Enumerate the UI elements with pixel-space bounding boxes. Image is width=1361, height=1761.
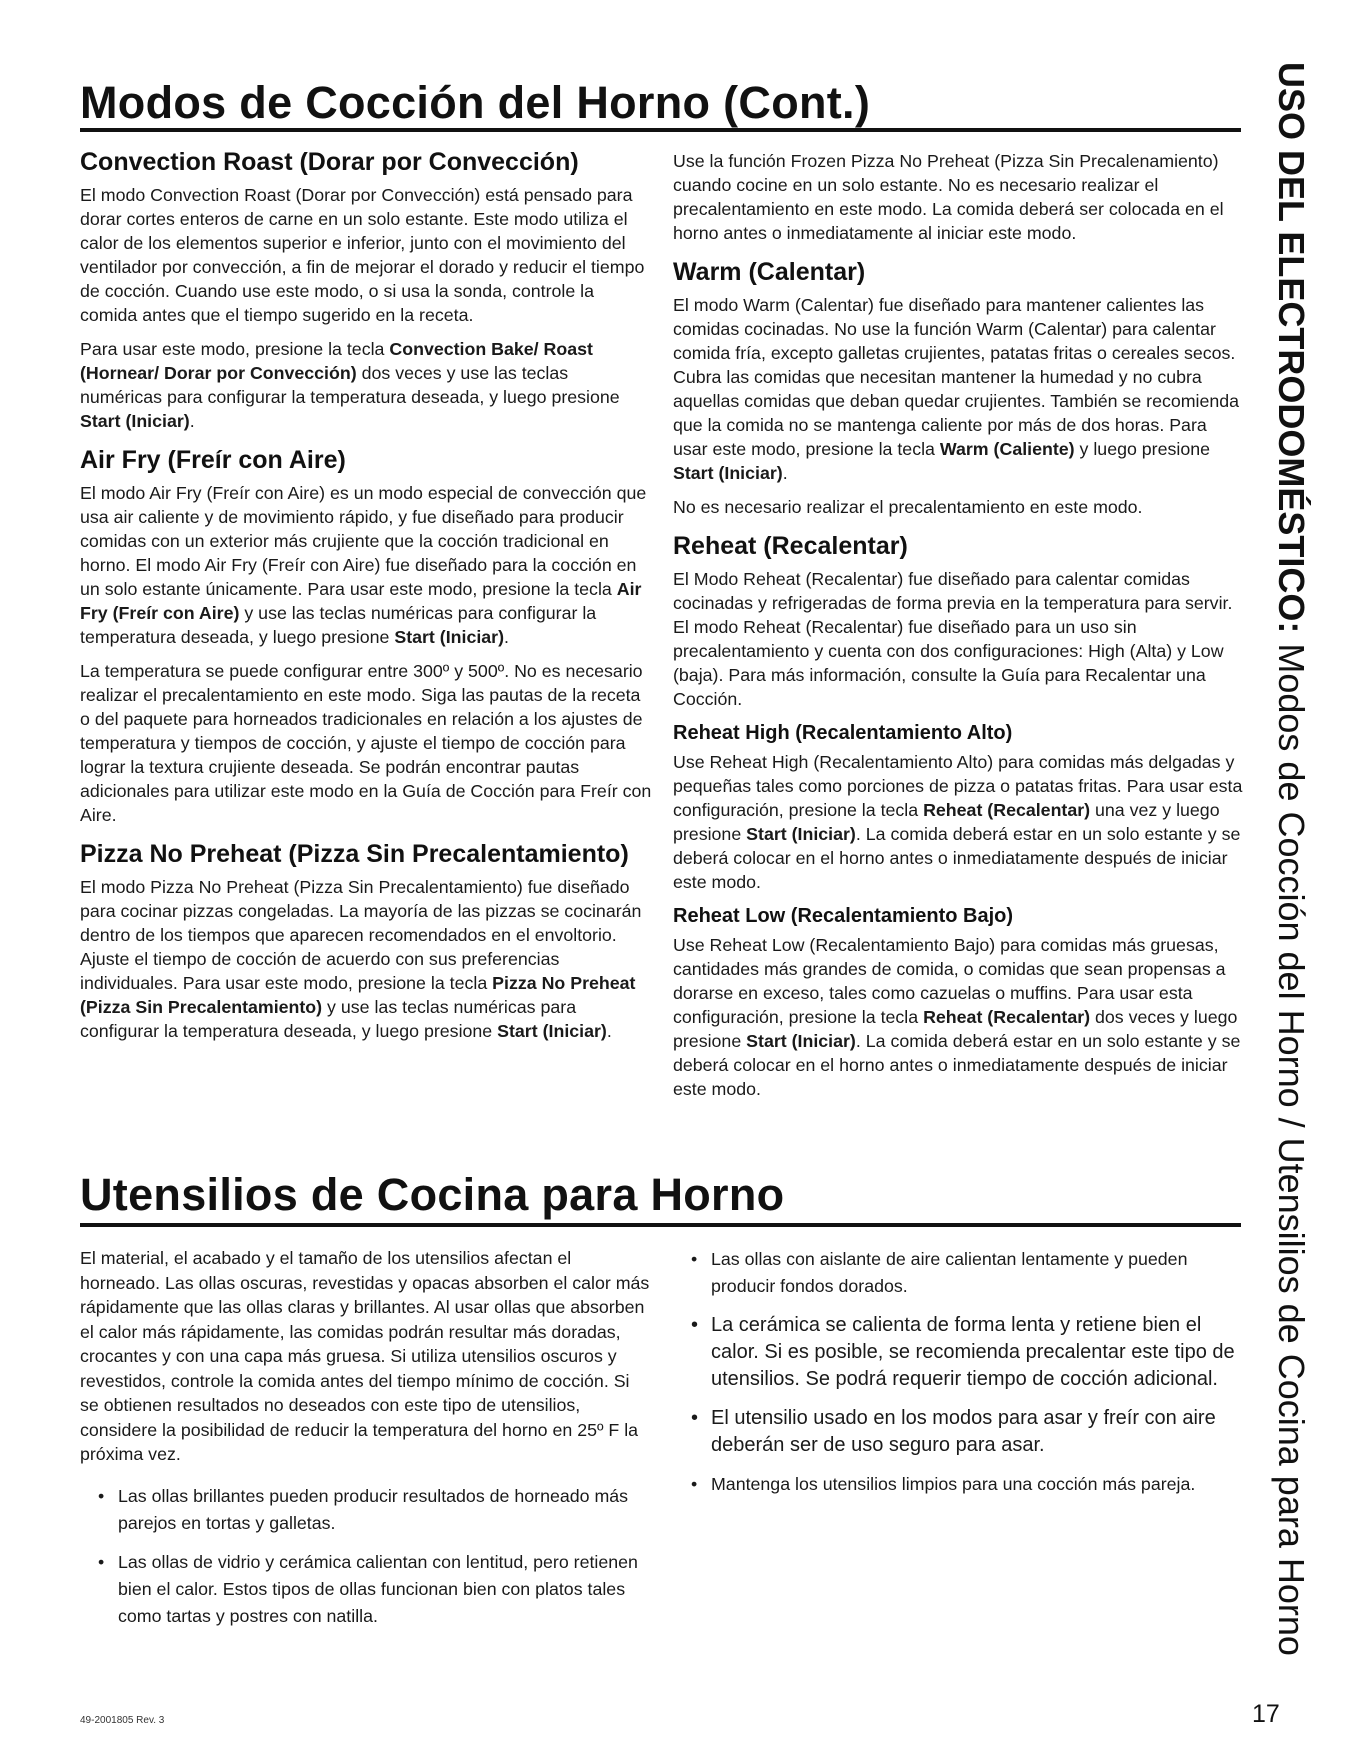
key-warm: Warm (Caliente) [939,439,1075,459]
bullet-icon: • [691,1407,699,1429]
page-number: 17 [1252,1700,1280,1728]
key-start: Start (Iniciar) [746,1031,856,1051]
reheat-low-paragraph: Use Reheat Low (Recalentamiento Bajo) para comidas más gruesas, cantidades más grandes de comida, o comidas que sean propensas a dorarse en exceso, tales como cazuelas o muffins. Para usar esta configuración, presione la tecla Reheat (Recalentar) dos veces y luego presione Start (Iniciar). La comida deberá estar en un solo estante y se deberá colocar en el horno antes o inmediatamente después de iniciar este modo. [673,935,1241,1099]
sidebar-label [1267,62,1315,1662]
heading-reheat-low: Reheat Low (Recalentamiento Bajo) [673,905,1014,927]
list-item: • Las ollas de vidrio y cerámica calientan con lentitud, pero retienen bien el calor. Estos tipos de ollas funcionan bien con platos tales como tartas y postres con natilla. [80,1549,652,1630]
key-convection-bake-roast: Convection Bake/ Roast (Hornear/ Dorar por Convección) [80,339,593,383]
pizza-paragraph-2: Use la función Frozen Pizza No Preheat (Pizza Sin Precalenamiento) cuando cocine en un solo estante. No es necesario realizar el precalentamiento en este modo. La comida deberá ser colocada en el horno antes o inmediatamente al iniciar este modo. [673,151,1224,243]
section-title-cooking-modes: Modos de Cocción del Horno (Cont.) [80,77,871,128]
cookware-intro-paragraph: El material, el acabado y el tamaño de los utensilios afectan el horneado. Las ollas oscuras, revestidas y opacas absorben el calor más rápidamente que las ollas claras y brillantes. Al usar ollas que absorben el calor más rápidamente, las comidas podrán resultar más doradas, crocantes y con una capa más gruesa. Si utiliza utensilios oscuros y revestidos, controle la comida antes del tiempo mínimo de cocción. Si se obtienen resultados no deseados con este tipo de utensilios, considere la posibilidad de reducir la temperatura del horno en 25º F la próxima vez. [80,1248,650,1464]
list-item: • Las ollas brillantes pueden producir resultados de horneado más parejos en tortas y galletas. [80,1483,652,1537]
heading-reheat-high: Reheat High (Recalentamiento Alto) [673,722,1013,744]
key-reheat: Reheat (Recalentar) [923,1007,1091,1027]
document-code: 49-2001805 Rev. 3 [80,1715,165,1726]
cookware-left-column [80,1246,652,1642]
section-title-cookware: Utensilios de Cocina para Horno [80,1169,785,1220]
vertical-section-tab [1267,62,1315,1662]
list-item: • La cerámica se calienta de forma lenta y retiene bien el calor. Si es posible, se recomienda precalentar este tipo de utensilios. Se podrá requerir tiempo de cocción adicional. [691,1314,1235,1390]
bullet-icon: • [691,1474,698,1494]
key-air-fry: Air Fry (Freír con Aire) [80,579,642,623]
convection-roast-paragraph-2: Para usar este modo, presione la tecla Convection Bake/ Roast (Hornear/ Dorar por Convección) dos veces y use las teclas numéricas para configurar la temperatura deseada, y luego presione Start (Iniciar). [80,339,620,431]
cookware-right-column [673,1246,1243,1510]
heading-convection-roast: Convection Roast (Dorar por Convección) [80,148,579,176]
heading-reheat: Reheat (Recalentar) [673,532,908,560]
air-fry-paragraph-2: La temperatura se puede configurar entre 300º y 500º. No es necesario realizar el precalentamiento en este modo. Siga las pautas de la receta o del paquete para horneados tradicionales en relación a los ajustes de temperatura y tiempos de cocción, y ajuste el tiempo de cocción para lograr la textura crujiente deseada. Se podrán encontrar pautas adicionales para utilizar este modo en la Guía de Cocción para Freír con Aire. [80,661,652,825]
key-start: Start (Iniciar) [497,1021,607,1041]
key-start: Start (Iniciar) [80,411,190,431]
left-column [80,147,652,1053]
key-reheat: Reheat (Recalentar) [923,800,1091,820]
key-start: Start (Iniciar) [673,463,783,483]
warm-paragraph-2: No es necesario realizar el precalentamiento en este modo. [673,497,1143,517]
list-item: • Mantenga los utensilios limpios para una cocción más pareja. [673,1471,1243,1498]
air-fry-paragraph-1: El modo Air Fry (Freír con Aire) es un modo especial de convección que usa air caliente y de movimiento rápido, y fue diseñado para producir comidas con un exterior más crujiente que la cocción tradicional en horno. El modo Air Fry (Freír con Aire) fue diseñado para la cocción en un solo estante únicamente. Para usar este modo, presione la tecla Air Fry (Freír con Aire) y use las teclas numéricas para configurar la temperatura deseada, y luego presione Start (Iniciar). [80,483,647,647]
bullet-icon: • [691,1249,698,1269]
list-item: • El utensilio usado en los modos para asar y freír con aire deberán ser de uso seguro para asar. [691,1407,1216,1456]
convection-roast-paragraph-1: El modo Convection Roast (Dorar por Convección) está pensado para dorar cortes enteros de carne en un solo estante. Este modo utiliza el calor de los elementos superior e inferior, junto con el movimiento del ventilador por convección, a fin de mejorar el dorado y reducir el tiempo de cocción. Cuando use este modo, o si usa la sonda, controle la comida antes que el tiempo sugerido en la receta. [80,185,645,325]
title-rule [80,128,1241,132]
bullet-icon: • [691,1314,699,1336]
sidebar-label-regular: Modos de Cocción del Horno / Utensilios de Cocina para Horno [1271,633,1312,1656]
cookware-bullets-left [80,1483,652,1630]
bullet-icon: • [98,1551,105,1572]
sidebar-label-bold: USO DEL ELECTRODOMÉSTICO: [1271,62,1312,634]
right-column [673,149,1243,1111]
reheat-paragraph-1: El Modo Reheat (Recalentar) fue diseñado para calentar comidas cocinadas y refrigeradas de forma previa en la temperatura para servir. El modo Reheat (Recalentar) fue diseñado para un uso sin precalentamiento y cuenta con dos configuraciones: High (Alta) y Low (baja). Para más información, consulte la Guía para Recalentar una Cocción. [673,569,1233,709]
heading-pizza-no-preheat: Pizza No Preheat (Pizza Sin Precalentamiento) [80,840,629,868]
list-item: • Las ollas con aislante de aire calientan lentamente y pueden producir fondos dorados. [673,1246,1243,1300]
key-pizza-no-preheat: Pizza No Preheat (Pizza Sin Precalentamiento) [80,973,636,1017]
key-start: Start (Iniciar) [746,824,856,844]
reheat-high-paragraph: Use Reheat High (Recalentamiento Alto) para comidas más delgadas y pequeñas tales como porciones de pizza o patatas fritas. Para usar esta configuración, presione la tecla Reheat (Recalentar) una vez y luego presione Start (Iniciar). La comida deberá estar en un solo estante y se deberá colocar en el horno antes o inmediatamente después de iniciar este modo. [673,752,1243,892]
pizza-paragraph-1: El modo Pizza No Preheat (Pizza Sin Precalentamiento) fue diseñado para cocinar pizzas congeladas. La mayoría de las pizzas se cocinarán dentro de los tiempos que aparecen recomendados en el envoltorio. Ajuste el tiempo de cocción de acuerdo con sus preferencias individuales. Para usar este modo, presione la tecla Pizza No Preheat (Pizza Sin Precalentamiento) y use las teclas numéricas para configurar la temperatura deseada, y luego presione Start (Iniciar). [80,877,642,1041]
cookware-bullets-right [673,1246,1243,1498]
title-rule [80,1223,1241,1227]
heading-air-fry: Air Fry (Freír con Aire) [80,446,346,474]
bullet-icon: • [98,1485,105,1506]
heading-warm: Warm (Calentar) [673,258,866,286]
key-start: Start (Iniciar) [394,627,505,647]
warm-paragraph-1: El modo Warm (Calentar) fue diseñado para mantener calientes las comidas cocinadas. No use la función Warm (Calentar) para calentar comida fría, excepto galletas crujientes, patatas fritas o cereales secos. Cubra las comidas que necesitan mantener la humedad y no cubra aquellas comidas que deban quedar crujientes. También se recomienda que la comida no se mantenga caliente por más de dos horas. Para usar este modo, presione la tecla Warm (Caliente) y luego presione Start (Iniciar). [673,295,1240,483]
